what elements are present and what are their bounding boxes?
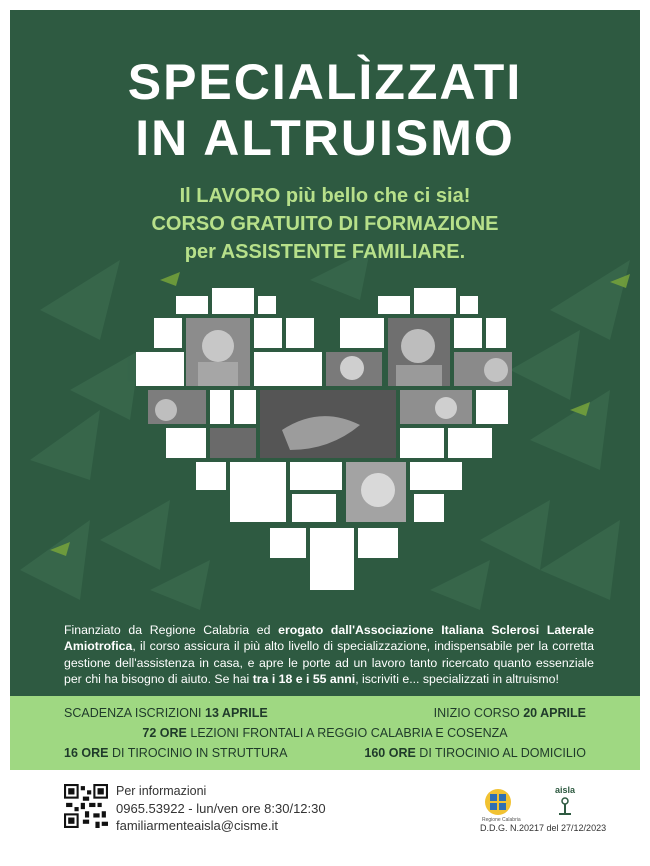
description-part1: Finanziato da Regione Calabria ed bbox=[64, 623, 279, 637]
aisla-logo-text: aisla bbox=[554, 785, 576, 795]
qr-code-icon[interactable] bbox=[64, 784, 108, 828]
lessons-label: LEZIONI FRONTALI A REGGIO CALABRIA E COSENZA bbox=[186, 726, 508, 740]
description-part2: , il corso assicura il più alto livello di specializzazione, indispensabile per la corretta gestione dell'assistenza in casa, e apre le porte ad un lavoro tanto ricercato quanto essenziale per chi ha bisogno di aiuto. Se hai bbox=[64, 639, 594, 687]
description-paragraph bbox=[64, 622, 594, 688]
internship-facility bbox=[64, 746, 287, 760]
logo1-caption: Regione Calabria bbox=[482, 817, 521, 823]
info-title: Per informazioni bbox=[116, 784, 207, 798]
subtitle-line1: Il LAVORO più bello che ci sia! bbox=[179, 185, 471, 207]
main-title-line2: IN ALTRUISMO bbox=[135, 110, 515, 166]
poster bbox=[10, 10, 640, 770]
description-part3: , iscriviti e... specializzati in altruismo! bbox=[355, 672, 559, 687]
aisla-logo bbox=[545, 784, 585, 818]
deadline bbox=[64, 706, 268, 720]
subtitle-line3-prefix: per bbox=[184, 241, 221, 263]
footer bbox=[0, 770, 650, 866]
regione-calabria-logo bbox=[484, 788, 512, 816]
course-start bbox=[434, 706, 586, 720]
ddg-reference: D.D.G. N.20217 del 27/12/2023 bbox=[480, 823, 607, 833]
internship1-label: DI TIROCINIO IN STRUTTURA bbox=[108, 746, 288, 760]
subtitle-line3-bold: ASSISTENTE FAMILIARE. bbox=[220, 241, 466, 263]
subtitle-line2: CORSO GRATUITO DI FORMAZIONE bbox=[151, 213, 499, 235]
lessons-value: 72 ORE bbox=[142, 726, 187, 740]
description-bold1: erogato dall'Associazione Italiana Sclerosi Laterale Amiotrofica bbox=[64, 623, 595, 654]
deadline-label: SCADENZA ISCRIZIONI bbox=[64, 706, 205, 720]
email-line[interactable]: familiarmenteaisla@cisme.it bbox=[116, 818, 279, 833]
course-info-band bbox=[10, 696, 640, 770]
main-title-line1: SPECIALÌZZATI bbox=[127, 54, 523, 110]
start-value: 20 APRILE bbox=[523, 706, 586, 720]
deadline-value: 13 APRILE bbox=[205, 706, 268, 720]
lessons bbox=[10, 726, 640, 740]
heart-photo-mosaic bbox=[10, 10, 640, 610]
internship2-value: 160 ORE bbox=[364, 746, 416, 760]
internship-home bbox=[364, 746, 586, 760]
internship2-label: DI TIROCINIO AL DOMICILIO bbox=[415, 746, 586, 760]
description-bold2: tra i 18 e i 55 anni bbox=[252, 672, 356, 687]
internship1-value: 16 ORE bbox=[64, 746, 109, 760]
start-label: INIZIO CORSO bbox=[433, 706, 524, 720]
phone-line[interactable]: 0965.53922 - lun/ven ore 8:30/12:30 bbox=[116, 801, 326, 816]
